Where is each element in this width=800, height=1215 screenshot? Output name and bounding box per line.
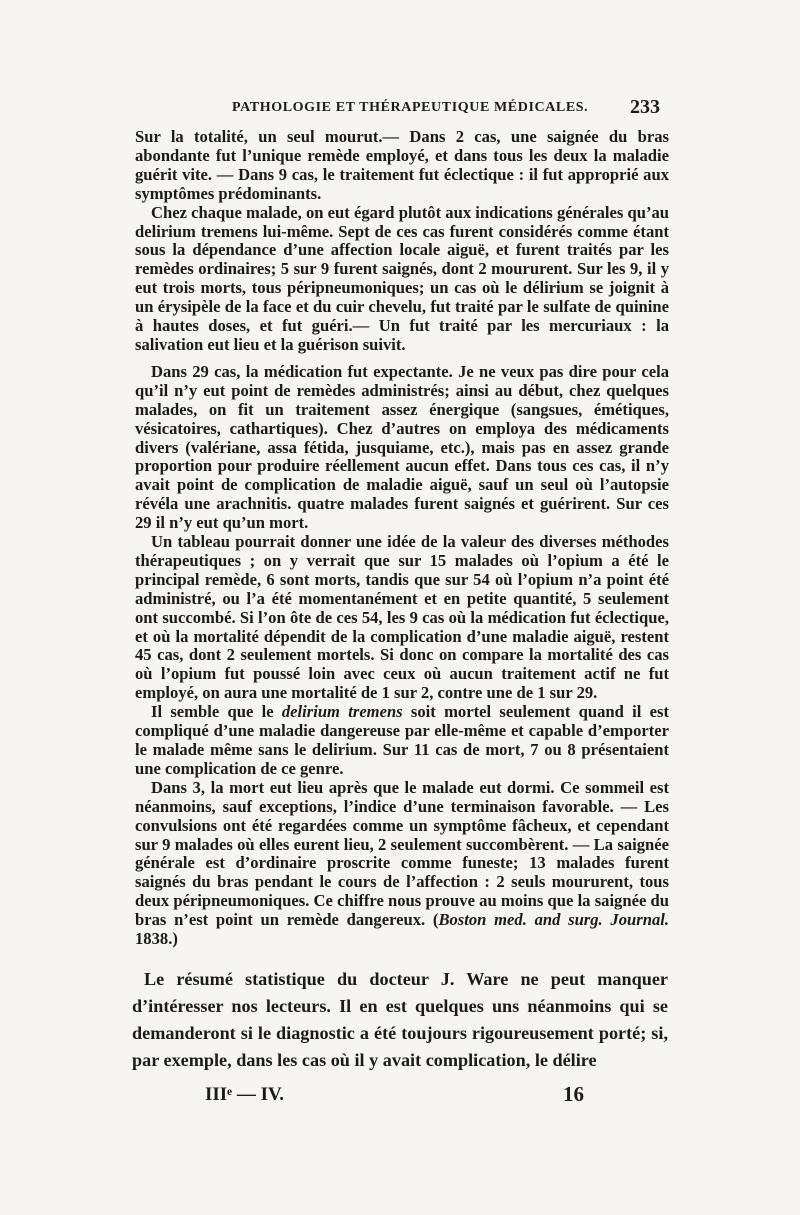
signature-mark: IIIᵉ — IV. — [205, 1084, 285, 1105]
paragraph-5 — [135, 703, 669, 779]
editor-paragraph: Le résumé statistique du docteur J. Ware ne peut manquer d’intéresser nos lecteurs. Il en est quelques uns néanmoins qui se demanderont si le diagnostic a été toujours rigoureusement porté; si, par exemple, dans les cas où il y avait complication, le délire — [132, 969, 668, 1070]
editor-commentary — [132, 966, 668, 1074]
sheet-number: 16 — [563, 1082, 584, 1106]
paragraph-5-text-end: soit mortel seulement quand il est compliqué d’une maladie dangereuse par elle-même et capable d’emporter le malade même sans le delirium. Sur 11 cas de mort, 7 ou 8 présentaient une complication de ce genre. — [135, 702, 669, 778]
paragraph-3: Dans 29 cas, la médication fut expectante. Je ne veux pas dire pour cela qu’il n’y eut point de remèdes administrés; ainsi au début, chez quelques malades, on fit un traitement assez énergique (sangsues, émétiques, vésicatoires, cathartiques). Chez d’autres on employa des médicaments divers (valériane, assa fétida, jusquiame, etc.), mais pas en assez grande proportion pour produire réellement aucun effet. Dans tous ces cas, il n’y avait point de complication de maladie aiguë, sauf un seul où l’autopsie révéla une arachnitis. quatre malades furent saignés et guérirent. Sur ces 29 il n’y eut qu’un mort. — [135, 361, 669, 533]
page-number: 233 — [630, 96, 660, 118]
paragraph-6-text-end: 1838.) — [135, 929, 178, 949]
paragraph-5-italic-term: delirium tremens — [281, 702, 403, 722]
paragraph-1: Sur la totalité, un seul mourut.— Dans 2 cas, une saignée du bras abondante fut l’unique remède employé, et dans tous les deux la maladie guérit vite. — Dans 9 cas, le traitement fut éclectique : il fut approprié aux symptômes prédominants. — [135, 127, 669, 203]
paragraph-5-text-start: Il semble que le — [151, 702, 282, 722]
paragraph-2: Chez chaque malade, on eut égard plutôt aux indications générales qu’au delirium tremens lui-même. Sept de ces cas furent considérés comme étant sous la dépendance d’une affection locale aiguë, et furent traités par les remèdes ordinaires; 5 sur 9 furent saignés, dont 2 moururent. Sur les 9, il y eut trois morts, tous péripneumoniques; un cas où le délirium se joignit à un érysipèle de la face et du cuir chevelu, fut traité par le sulfate de quinine à hautes doses, et fut guéri.— Un fut traité par les mercuriaux : la salivation eut lieu et la guérison suivit. — [135, 202, 669, 354]
paragraph-6-journal-title: Boston med. and surg. Journal. — [438, 910, 670, 930]
body-text — [135, 128, 669, 949]
paragraph-4: Un tableau pourrait donner une idée de la valeur des diverses méthodes thérapeutiques ; on y verrait que sur 15 malades où l’opium a été le principal remède, 6 sont morts, tandis que sur 54 où l’opium n’a point été administré, ou l’a été momentanément et en petite quantité, 5 seulement ont succombé. Si l’on ôte de ces 54, les 9 cas où la médication fut éclectique, et où la mortalité dépendit de la complication d’une maladie aiguë, restent 45 cas, dont 2 seulement mortels. Si donc on compare la mortalité des cas où l’opium fut poussé loin avec ceux où aucun traitement actif ne fut employé, on aura une mortalité de 1 sur 2, contre une de 1 sur 29. — [135, 532, 669, 703]
paragraph-6 — [135, 779, 669, 949]
running-title: PATHOLOGIE ET THÉRAPEUTIQUE MÉDICALES. — [232, 100, 589, 115]
paragraph-6-text-start: Dans 3, la mort eut lieu après que le malade eut dormi. Ce sommeil est néanmoins, sauf exceptions, l’indice d’une terminaison favorable. — Les convulsions ont été regardées comme un symptôme fâcheux, et cependant sur 9 malades où elles eurent lieu, 2 seulement succombèrent. — La saignée générale est d’ordinaire proscrite comme funeste; 13 malades furent saignés du bras pendant le cours de l’affection : 2 seuls moururent, tous deux péripneumoniques. Ce chiffre nous prouve au moins que la saignée du bras n’est point un remède dangereux. ( — [135, 777, 669, 930]
